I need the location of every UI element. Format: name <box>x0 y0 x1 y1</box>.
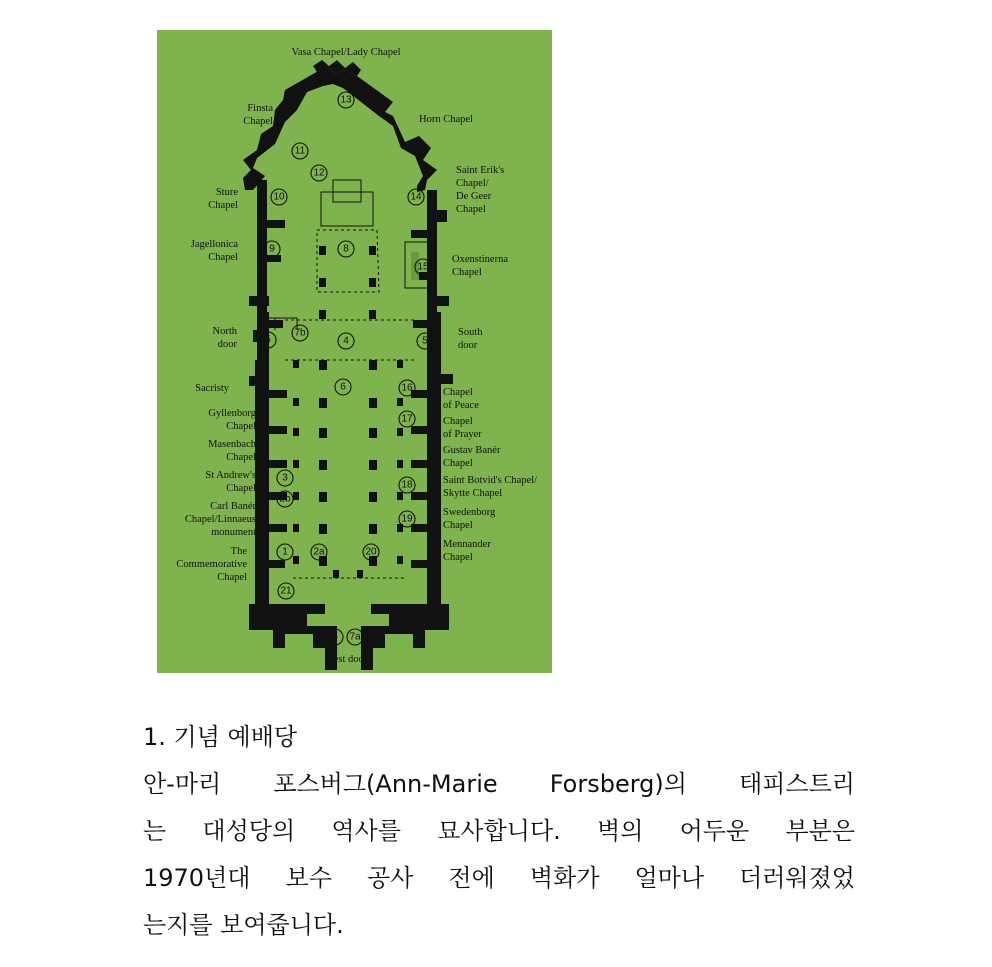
label-prayer-2: of Prayer <box>443 429 482 440</box>
marker-21 <box>278 583 294 599</box>
svg-text:15: 15 <box>417 261 429 273</box>
marker-8 <box>338 241 354 257</box>
label-mennander-2: Chapel <box>443 552 473 563</box>
marker-3 <box>277 470 293 486</box>
marker-14 <box>408 189 424 205</box>
label-south-door-1: South <box>458 327 483 338</box>
label-jagellonica-1: Jagellonica <box>190 239 238 250</box>
label-jagellonica-2: Chapel <box>208 252 238 263</box>
label-sture-2: Chapel <box>208 200 238 211</box>
label-erik-4: Chapel <box>456 204 486 215</box>
marker-11 <box>292 143 308 159</box>
label-oxenstierna-1: Oxenstinerna <box>452 254 508 265</box>
svg-text:9: 9 <box>269 243 275 255</box>
caption-line-3: 는 대성당의 역사를 묘사합니다. 벽의 어두운 부분은 <box>143 817 855 845</box>
marker-1 <box>277 544 293 560</box>
label-north-door-1: North <box>212 326 237 337</box>
label-finsta-2: Chapel <box>243 116 273 127</box>
svg-text:18: 18 <box>401 479 413 491</box>
label-gustav-1: Gustav Banér <box>443 445 501 456</box>
marker-16 <box>399 380 415 396</box>
label-commemorative-1: The <box>230 546 247 557</box>
label-masenbach-2: Chapel <box>226 452 256 463</box>
south-wall-lower <box>411 360 441 604</box>
label-botvid-2: Skytte Chapel <box>443 488 503 499</box>
label-prayer-1: Chapel <box>443 416 473 427</box>
svg-text:19: 19 <box>401 513 413 525</box>
svg-text:5: 5 <box>265 334 271 346</box>
marker-6 <box>335 379 351 395</box>
svg-text:12: 12 <box>313 167 325 179</box>
label-west-door: West door <box>324 654 368 665</box>
floor-plan-card <box>157 30 552 673</box>
label-oxenstierna-2: Chapel <box>452 267 482 278</box>
svg-text:7b: 7b <box>294 327 306 339</box>
marker-18 <box>399 477 415 493</box>
label-erik-1: Saint Erik's <box>456 165 505 176</box>
marker-19 <box>399 511 415 527</box>
marker-13 <box>338 92 354 108</box>
label-peace-1: Chapel <box>443 387 473 398</box>
label-botvid-1: Saint Botvid's Chapel/ <box>443 475 538 486</box>
label-commemorative-2: Commemorative <box>176 559 247 570</box>
west-front-south <box>371 604 449 648</box>
svg-text:13: 13 <box>340 94 352 106</box>
label-masenbach-1: Masenbach <box>208 439 256 450</box>
label-gyllenborg-2: Chapel <box>226 421 256 432</box>
caption-line-2: 안-마리 포스버그(Ann-Marie Forsberg)의 태피스트리 <box>143 770 855 798</box>
marker-17 <box>399 411 415 427</box>
svg-text:8: 8 <box>343 243 349 255</box>
label-erik-2: Chapel/ <box>456 178 489 189</box>
marker-7b <box>292 325 308 341</box>
label-gustav-2: Chapel <box>443 458 473 469</box>
caption-line-4: 1970년대 보수 공사 전에 벽화가 얼마나 더러워졌었 <box>143 864 855 892</box>
label-andrew-1: St Andrew's <box>205 470 256 481</box>
svg-text:20: 20 <box>365 546 377 558</box>
caption-line-5: 는지를 보여줍니다. <box>143 911 344 939</box>
svg-text:1: 1 <box>282 546 288 558</box>
label-carl-3: monument <box>211 527 256 538</box>
label-carl-1: Carl Banér <box>210 501 256 512</box>
label-south-door-2: door <box>458 340 478 351</box>
altar <box>333 180 361 202</box>
svg-text:7a: 7a <box>349 631 361 643</box>
label-sacristy: Sacristy <box>195 383 229 394</box>
svg-text:5: 5 <box>332 631 338 643</box>
west-front <box>249 604 325 648</box>
caption-text <box>143 714 855 949</box>
marker-2b <box>277 491 293 507</box>
apse-wall <box>243 66 437 192</box>
caption-heading: 1. 기념 예배당 <box>143 723 298 751</box>
svg-text:6: 6 <box>340 381 346 393</box>
svg-text:21: 21 <box>280 585 292 597</box>
label-peace-2: of Peace <box>443 400 479 411</box>
label-sture-1: Sture <box>215 187 238 198</box>
south-wall <box>411 190 437 312</box>
svg-text:2a: 2a <box>313 546 325 558</box>
svg-text:14: 14 <box>410 191 422 203</box>
svg-text:4: 4 <box>343 335 349 347</box>
label-finsta-1: Finsta <box>247 103 273 114</box>
svg-text:2b: 2b <box>279 493 291 505</box>
label-carl-2: Chapel/Linnaeus <box>184 514 256 525</box>
svg-text:16: 16 <box>401 382 413 394</box>
marker-10 <box>271 189 287 205</box>
nave-piers <box>293 243 403 578</box>
svg-text:10: 10 <box>273 191 285 203</box>
svg-text:17: 17 <box>401 413 413 425</box>
svg-text:11: 11 <box>294 145 306 157</box>
marker-7a <box>347 629 363 645</box>
label-swedenborg-2: Chapel <box>443 520 473 531</box>
svg-text:3: 3 <box>282 472 288 484</box>
marker-12 <box>311 165 327 181</box>
marker-4 <box>338 333 354 349</box>
label-vasa-chapel: Vasa Chapel/Lady Chapel <box>291 47 401 58</box>
label-horn-chapel: Horn Chapel <box>419 114 473 125</box>
label-commemorative-3: Chapel <box>217 572 247 583</box>
altar-platform <box>321 192 373 226</box>
label-north-door-2: door <box>217 339 237 350</box>
label-swedenborg-1: Swedenborg <box>443 507 496 518</box>
cathedral-floor-plan <box>157 30 552 673</box>
label-gyllenborg-1: Gyllenborg <box>208 408 256 419</box>
svg-text:5: 5 <box>422 335 428 347</box>
label-erik-3: De Geer <box>456 191 492 202</box>
label-mennander-1: Mennander <box>443 539 491 550</box>
label-andrew-2: Chapel <box>226 483 256 494</box>
